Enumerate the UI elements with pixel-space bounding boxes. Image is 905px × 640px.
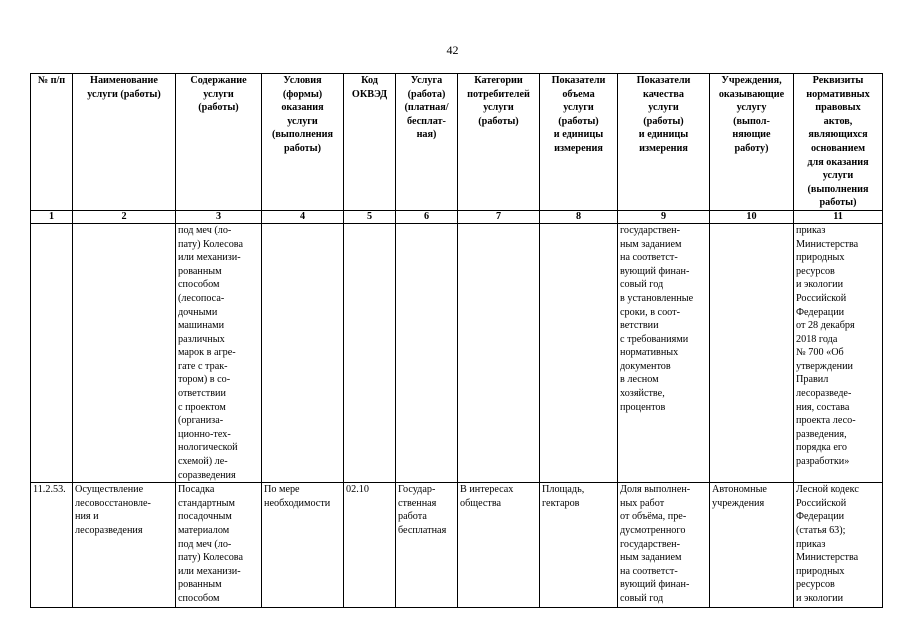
header-cell: Условия (формы) оказания услуги (выполнения работы) [262, 74, 344, 211]
column-number: 11 [794, 210, 883, 223]
cell-institutions: Автономные учреждения [710, 483, 794, 608]
table-row [31, 223, 883, 482]
column-number: 6 [396, 210, 458, 223]
header-cell: Показатели качества услуги (работы) и единицы измерения [618, 74, 710, 211]
cell-number: 11.2.53. [31, 483, 73, 608]
cell-volume-indicators: Площадь, гектаров [540, 483, 618, 608]
cell-quality-indicators: государствен- ным заданием на соответст- вующий финан- совый год в установленные сроки, в соот- ветствии с требованиями нормативных документов в лесном хозяйстве, процентов [618, 223, 710, 482]
cell-legal-acts: приказ Министерства природных ресурсов и экологии Российской Федерации от 28 декабря 2018 года № 700 «Об утверждении Правил лесоразведе- ния, состава проекта лесо- разведения, порядка его разработки» [794, 223, 883, 482]
column-number: 1 [31, 210, 73, 223]
services-table [30, 73, 883, 608]
column-number: 3 [176, 210, 262, 223]
cell-quality-indicators: Доля выполнен- ных работ от объёма, пре- дусмотренного государствен- ным заданием на соответст- вующий финан- совый год [618, 483, 710, 608]
column-number: 5 [344, 210, 396, 223]
cell-service-name [73, 223, 176, 482]
header-cell: Содержание услуги (работы) [176, 74, 262, 211]
cell-conditions [262, 223, 344, 482]
table-header-row [31, 74, 883, 211]
column-number: 8 [540, 210, 618, 223]
cell-content: Посадка стандартным посадочным материалом под меч (ло- пату) Колесова или механизи- рованным способом [176, 483, 262, 608]
column-number: 4 [262, 210, 344, 223]
cell-paid-free: Государ- ственная работа бесплатная [396, 483, 458, 608]
header-cell: Реквизиты нормативных правовых актов, являющихся основанием для оказания услуги (выполнения работы) [794, 74, 883, 211]
page-number: 42 [446, 43, 459, 57]
cell-consumers: В интересах общества [458, 483, 540, 608]
header-cell: № п/п [31, 74, 73, 211]
column-number: 10 [710, 210, 794, 223]
cell-service-name: Осуществление лесовосстановле- ния и лесоразведения [73, 483, 176, 608]
cell-consumers [458, 223, 540, 482]
cell-institutions [710, 223, 794, 482]
table-row [31, 483, 883, 608]
cell-paid-free [396, 223, 458, 482]
column-number: 2 [73, 210, 176, 223]
header-cell: Категории потребителей услуги (работы) [458, 74, 540, 211]
column-number: 7 [458, 210, 540, 223]
cell-okved: 02.10 [344, 483, 396, 608]
column-number-row [31, 210, 883, 223]
cell-legal-acts: Лесной кодекс Российской Федерации (статья 63); приказ Министерства природных ресурсов и экологии [794, 483, 883, 608]
cell-volume-indicators [540, 223, 618, 482]
header-cell: Код ОКВЭД [344, 74, 396, 211]
header-cell: Учреждения, оказывающие услугу (выпол- няющие работу) [710, 74, 794, 211]
cell-content: под меч (ло- пату) Колесова или механизи- рованным способом (лесопоса- дочными машинами различных марок в агре- гате с трак- тором) в со- ответствии с проектом (организа- ционно-тех- нологической схемой) ле- соразведения [176, 223, 262, 482]
cell-conditions: По мере необходимости [262, 483, 344, 608]
cell-okved [344, 223, 396, 482]
header-cell: Услуга (работа) (платная/ бесплат- ная) [396, 74, 458, 211]
cell-number [31, 223, 73, 482]
column-number: 9 [618, 210, 710, 223]
header-cell: Наименование услуги (работы) [73, 74, 176, 211]
header-cell: Показатели объема услуги (работы) и единицы измерения [540, 74, 618, 211]
